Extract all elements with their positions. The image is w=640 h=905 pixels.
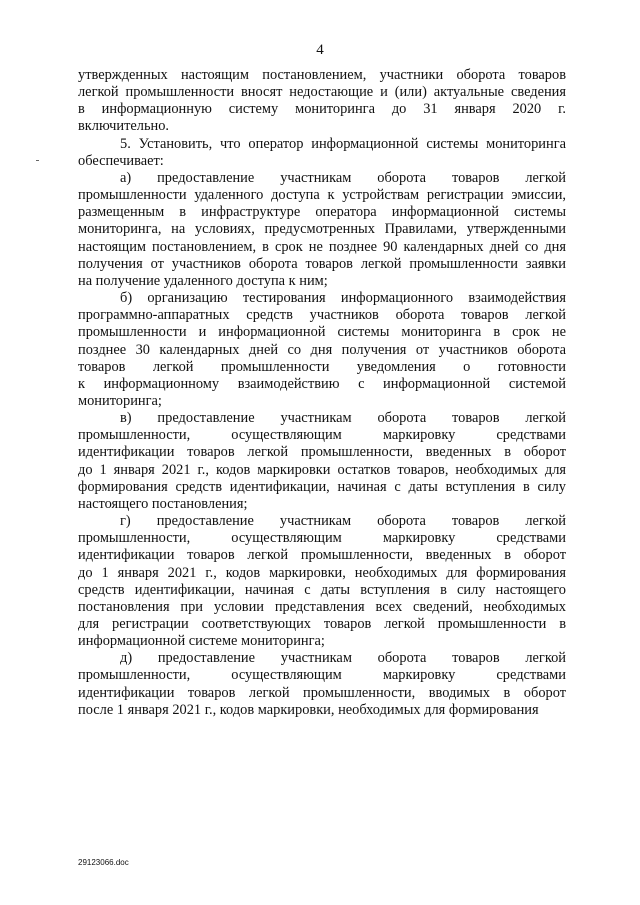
text-line: информационной системе мониторинга; [78, 633, 325, 650]
text-line: настоящим постановлением, в срок не позднее 90 календарных дней со дня [78, 238, 566, 255]
margin-mark [36, 160, 39, 161]
text-line: легкой промышленности вносят недостающие и (или) актуальные сведения [78, 84, 566, 101]
text-line: для регистрации соответствующих товаров легкой промышленности в [78, 616, 566, 632]
text-line: утвержденных настоящим постановлением, участники оборота товаров [78, 67, 566, 83]
text-line: д) предоставление участникам оборота товаров легкой [120, 650, 566, 667]
text-line: к информационному взаимодействию с информационной системой [78, 375, 566, 392]
text-line: до 1 января 2021 г., кодов маркировки, необходимых для формирования [78, 564, 566, 581]
text-line: включительно. [78, 118, 170, 135]
text-line: идентификации товаров легкой промышленности, введенных в оборот [78, 444, 566, 461]
text-line: идентификации товаров легкой промышленности, введенных в оборот [78, 547, 566, 564]
text-line: в) предоставление участникам оборота товаров легкой [120, 410, 566, 427]
document-body [78, 67, 566, 719]
text-line: а) предоставление участникам оборота товаров легкой [120, 169, 566, 186]
text-line: обеспечивает: [78, 152, 164, 169]
text-line: после 1 января 2021 г., кодов маркировки, необходимых для формирования [78, 701, 539, 718]
text-line: мониторинга; [78, 392, 162, 409]
text-line: позднее 30 календарных дней со дня получения от участников оборота [78, 341, 566, 358]
text-line: размещенным в инфраструктуре оператора информационной системы [78, 204, 566, 221]
text-line: настоящего постановления; [78, 495, 248, 512]
text-line: промышленности, осуществляющим маркировку средствами [78, 530, 566, 547]
text-line: 5. Установить, что оператор информационной системы мониторинга [120, 135, 566, 152]
text-line: б) организацию тестирования информационного взаимодействия [120, 290, 566, 307]
text-line: на получение удаленного доступа к ним; [78, 272, 328, 289]
text-line: промышленности, осуществляющим маркировку средствами [78, 427, 566, 444]
text-line: товаров легкой промышленности уведомления о готовности [78, 358, 566, 375]
page-number: 4 [316, 42, 324, 58]
text-line: в информационную систему мониторинга до 31 января 2020 г. [78, 101, 566, 118]
text-line: получения от участников оборота товаров легкой промышленности заявки [78, 255, 566, 272]
text-line: мониторинга, на условиях, предусмотренных Правилами, утвержденными [78, 221, 566, 238]
text-line: формирования средств идентификации, начиная с даты вступления в силу [78, 478, 566, 495]
text-line: постановления при условии представления всех сведений, необходимых [78, 598, 566, 615]
text-line: программно-аппаратных средств участников оборота товаров легкой [78, 307, 566, 324]
text-line: промышленности удаленного доступа к устройствам регистрации эмиссии, [78, 187, 566, 204]
text-line: до 1 января 2021 г., кодов маркировки остатков товаров, необходимых для [78, 461, 566, 478]
text-line: г) предоставление участникам оборота товаров легкой [120, 513, 566, 530]
text-line: средств идентификации, начиная с даты вступления в силу настоящего [78, 581, 566, 598]
text-line: идентификации товаров легкой промышленности, вводимых в оборот [78, 684, 566, 701]
text-line: промышленности и информационной системы мониторинга в срок не [78, 324, 566, 341]
text-line: промышленности, осуществляющим маркировку средствами [78, 667, 566, 684]
file-name-footer: 29123066.doc [78, 858, 129, 867]
